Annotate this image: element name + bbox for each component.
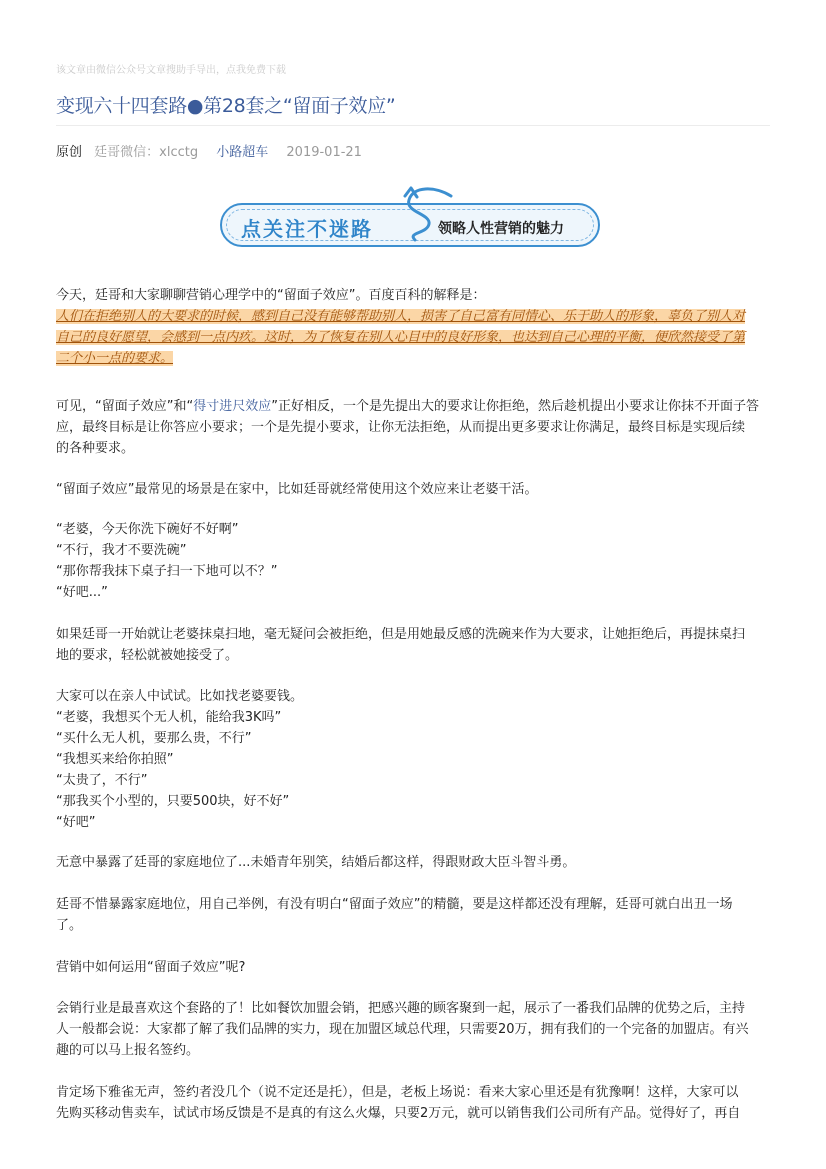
paragraph-comparison: 可见，“留面子效应”和“得寸进尺效应”正好相反，一个是先提出大的要求让你拒绝，然后趁机提出小要求让你抹不开面子答 应，最终目标是让你答应小要求；一个是先提小要求，让你无法拒绝，从而提出更多要求让你满足，最终目标是实现后续 的各种要求。	[56, 399, 759, 456]
paragraph-family-status: 无意中暴露了廷哥的家庭地位了...未婚青年别笑，结婚后都这样，得跟财政大臣斗智斗勇。	[56, 855, 576, 870]
dialog-drone: 大家可以在亲人中试试。比如找老婆要钱。 “老婆，我想买个无人机，能给我3K吗” “买什么无人机，要那么贵，不行” “我想买来给你拍照” “太贵了，不行” “那我买个小型的，只要500块，好不好” “好吧”	[56, 689, 304, 830]
paragraph-boss: 肯定场下雅雀无声，签约者没几个（说不定还是托），但是，老板上场说：看来大家心里还是有犹豫啊！这样，大家可以 先购买移动售卖车，试试市场反馈是不是真的有这么火爆，只要2万元，就可以销售我们公司所有产品。觉得好了，再自	[56, 1085, 741, 1121]
swirl-arrow-icon	[379, 186, 469, 248]
follow-banner	[219, 186, 604, 252]
paragraph-scene: “留面子效应”最常见的场景是在家中，比如廷哥就经常使用这个效应来让老婆干活。	[56, 482, 538, 497]
paragraph-essence: 廷哥不惜暴露家庭地位，用自己举例，有没有明白“留面子效应”的精髓，要是这样都还没有理解，廷哥可就白出丑一场 了。	[56, 897, 733, 933]
title-divider	[56, 125, 770, 126]
export-notice-link[interactable]: 该文章由微信公众号文章搜助手导出，点我免费下载	[56, 65, 286, 76]
publish-date: 2019-01-21	[286, 145, 362, 160]
paragraph-question: 营销中如何运用“留面子效应”呢?	[56, 960, 246, 975]
banner-slogan: 领略人性营销的魅力	[438, 221, 564, 237]
original-tag: 原创	[56, 145, 83, 160]
banner-follow-text: 点关注不迷路	[241, 217, 373, 241]
paragraph-franchise: 会销行业是最喜欢这个套路的了！比如餐饮加盟会销，把感兴趣的顾客聚到一起，展示了一番我们品牌的优势之后，主持 人一般都会说：大家都了解了我们品牌的实力，现在加盟区域总代理，只需要20万，拥有我们的一个完备的加盟店。有兴 趣的可以马上报名签约。	[56, 1001, 749, 1058]
dialog-wife-dishes: “老婆，今天你洗下碗好不好啊” “不行，我才不要洗碗” “那你帮我抹下桌子扫一下地可以不？” “好吧...”	[56, 522, 278, 600]
article-meta	[56, 141, 376, 160]
paragraph-explain: 如果廷哥一开始就让老婆抹桌扫地，毫无疑问会被拒绝，但是用她最反感的洗碗来作为大要求，让她拒绝后，再提抹桌扫 地的要求，轻松就被她接受了。	[56, 627, 746, 663]
inline-link[interactable]: 得寸进尺效应	[193, 399, 272, 414]
paragraph-intro: 今天，廷哥和大家聊聊营销心理学中的“留面子效应”。百度百科的解释是： 人们在拒绝别人的大要求的时候，感到自己没有能够帮助别人，损害了自己富有同情心、乐于助人的形象，辜负了别人对 自己的良好愿望，会感到一点内疚。这时，为了恢复在别人心目中的良好形象，也达到自己心理的平衡，便欣然接受了第 二个小一点的要求。	[56, 285, 770, 369]
account-link[interactable]: 小路超车	[216, 145, 269, 160]
article-title: 变现六十四套路●第28套之“留面子效应”	[56, 95, 396, 117]
author-name: 廷哥微信：xlcctg	[94, 145, 199, 160]
definition-quote: 人们在拒绝别人的大要求的时候，感到自己没有能够帮助别人，损害了自己富有同情心、乐于助人的形象，辜负了别人对 自己的良好愿望，会感到一点内疚。这时，为了恢复在别人心目中的良好形象，也达到自己心理的平衡，便欣然接受了第 二个小一点的要求。	[56, 309, 746, 366]
